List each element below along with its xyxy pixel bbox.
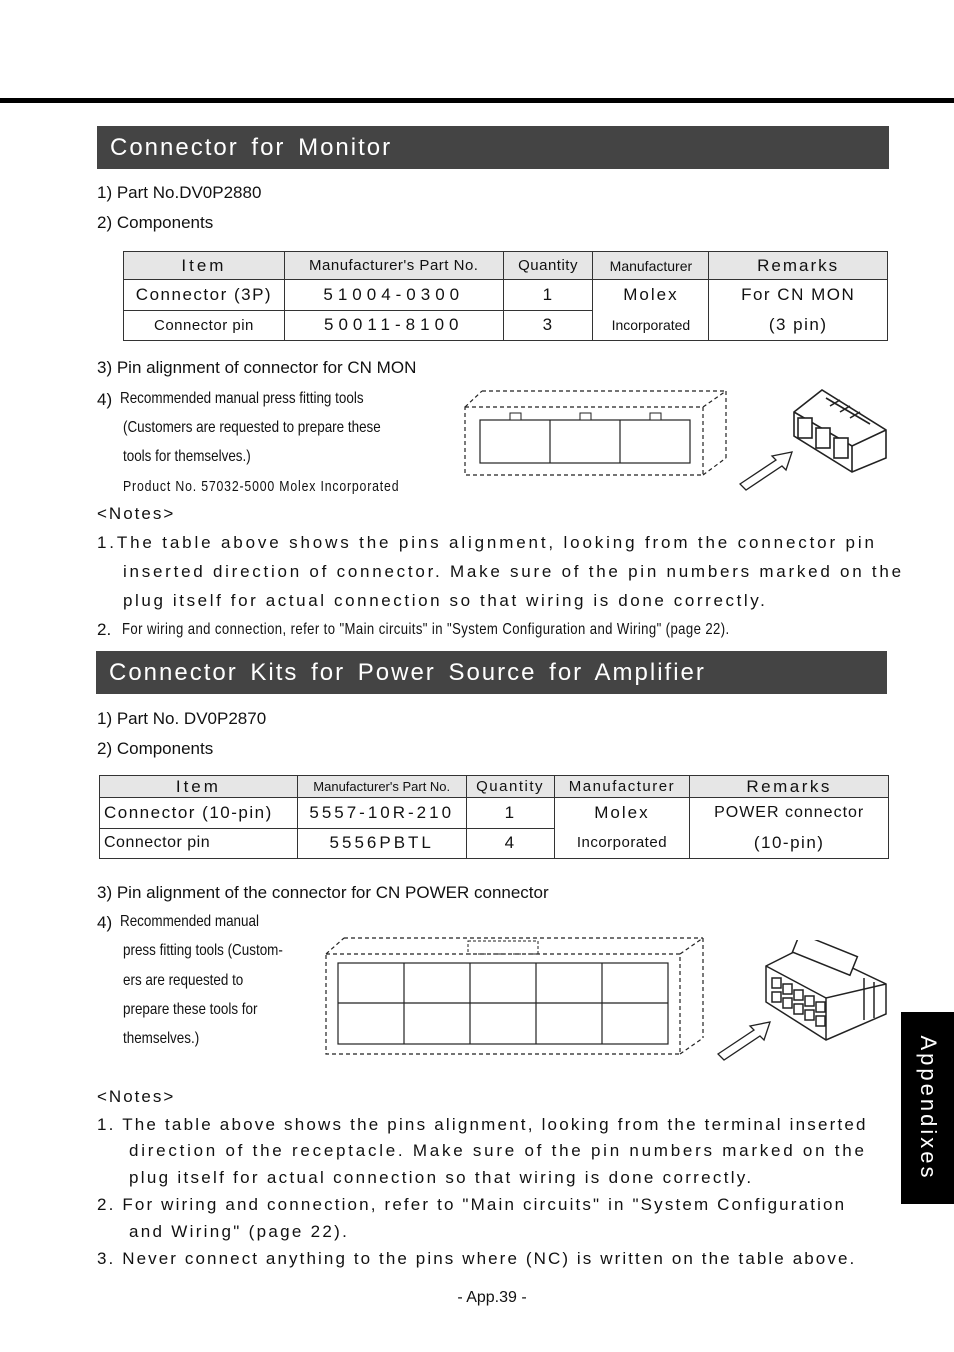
tools-line-4: prepare these tools for — [123, 1001, 258, 1018]
top-rule — [0, 98, 954, 103]
header-remarks: Remarks — [690, 776, 889, 798]
note-2-number: 2. — [97, 620, 112, 639]
cell-part: 51004-0300 — [284, 280, 503, 311]
connector-3p-illustration — [736, 384, 896, 494]
cell-qty: 1 — [503, 280, 593, 311]
header-item: Item — [100, 776, 298, 798]
tools-line-4: Product No. 57032-5000 Molex Incorporated — [123, 478, 400, 495]
note-2-text: For wiring and connection, refer to "Main circuits" in "System Configuration and Wiring" (page 22). — [122, 621, 730, 638]
note-1-line-2: direction of the receptacle. Make sure of the pin numbers marked on the — [129, 1141, 867, 1160]
arrow-icon — [740, 452, 792, 490]
side-tab-label: Appendixes — [915, 1035, 941, 1181]
tools-line-1: Recommended manual press fitting tools — [120, 390, 364, 407]
remarks-line-1: For CN MON — [741, 285, 856, 304]
note-1-line-3: plug itself for actual connection so that wiring is done correctly. — [129, 1168, 754, 1187]
note-2-line-1: 2. For wiring and connection, refer to "Main circuits" in "System Configuration — [97, 1195, 847, 1214]
part-number: 1) Part No.DV0P2880 — [97, 183, 262, 202]
note-3-line-1: 3. Never connect anything to the pins where (NC) is written on the table above. — [97, 1249, 857, 1268]
cell-remarks — [690, 798, 889, 859]
pin-alignment-diagram-10p — [322, 934, 708, 1058]
connector-10p-illustration — [714, 940, 896, 1070]
tools-line-1: Recommended manual — [120, 913, 259, 930]
connector-10p-icon — [766, 940, 886, 1040]
header-quantity: Quantity — [466, 776, 554, 798]
side-tab-appendixes — [901, 1012, 954, 1204]
section-title-power: Connector Kits for Power Source for Amplifier — [96, 651, 887, 694]
pin-alignment-label: 3) Pin alignment of connector for CN MON — [97, 358, 417, 377]
tools-line-3: ers are requested to — [123, 972, 244, 989]
tools-line-3: tools for themselves.) — [123, 448, 251, 465]
manufacturer-name: Molex — [594, 803, 650, 822]
remarks-line-2: (10-pin) — [753, 833, 825, 852]
header-manufacturer: Manufacturer — [593, 252, 709, 280]
cell-remarks — [709, 280, 888, 341]
notes-title: <Notes> — [97, 1087, 176, 1106]
manufacturer-suffix: Incorporated — [611, 317, 691, 333]
header-part-no: Manufacturer's Part No. — [284, 252, 503, 280]
pin-alignment-diagram-3p — [460, 386, 732, 480]
arrow-icon — [718, 1022, 770, 1060]
tools-number: 4) — [97, 390, 113, 409]
components-label: 2) Components — [97, 739, 214, 758]
header-remarks: Remarks — [709, 252, 888, 280]
tools-number: 4) — [97, 913, 113, 932]
cell-item: Connector (10-pin) — [100, 798, 298, 829]
table-row — [100, 798, 889, 829]
header-quantity: Quantity — [503, 252, 593, 280]
cell-item: Connector pin — [100, 828, 298, 859]
components-table-monitor — [123, 251, 888, 341]
cell-manufacturer — [593, 280, 709, 341]
table-row — [124, 280, 888, 311]
pin-alignment-label: 3) Pin alignment of the connector for CN POWER connector — [97, 883, 549, 902]
cell-qty: 4 — [466, 828, 554, 859]
connector-3p-icon — [794, 390, 886, 472]
cell-item: Connector pin — [124, 310, 285, 341]
note-1-line-1: 1. The table above shows the pins alignment, looking from the terminal inserted — [97, 1115, 868, 1134]
cell-part: 5556PBTL — [297, 828, 466, 859]
cell-part: 5557-10R-210 — [297, 798, 466, 829]
components-table-power — [99, 775, 889, 859]
cell-qty: 3 — [503, 310, 593, 341]
page-number: - App.39 - — [457, 1289, 527, 1306]
header-item: Item — [124, 252, 285, 280]
notes-title: <Notes> — [97, 504, 176, 523]
tools-line-2: press fitting tools (Custom- — [123, 942, 283, 959]
note-1-line-3: plug itself for actual connection so that wiring is done correctly. — [123, 591, 768, 610]
note-1-line-1: 1.The table above shows the pins alignment, looking from the connector pin — [97, 533, 877, 552]
note-1-line-2: inserted direction of connector. Make sure of the pin numbers marked on the — [123, 562, 904, 581]
cell-item: Connector (3P) — [124, 280, 285, 311]
remarks-line-2: (3 pin) — [768, 315, 828, 334]
manufacturer-name: Molex — [623, 285, 679, 304]
cell-part: 50011-8100 — [284, 310, 503, 341]
part-number: 1) Part No. DV0P2870 — [97, 709, 267, 728]
cell-qty: 1 — [466, 798, 554, 829]
note-2-line-2: and Wiring" (page 22). — [129, 1222, 350, 1241]
header-manufacturer: Manufacturer — [554, 776, 690, 798]
section-title-monitor: Connector for Monitor — [97, 126, 889, 169]
manufacturer-suffix: Incorporated — [576, 834, 668, 851]
cell-manufacturer — [554, 798, 690, 859]
components-label: 2) Components — [97, 213, 214, 232]
tools-line-2: (Customers are requested to prepare these — [123, 419, 381, 436]
header-part-no: Manufacturer's Part No. — [297, 776, 466, 798]
tools-line-5: themselves.) — [123, 1030, 200, 1047]
remarks-line-1: POWER connector — [714, 804, 865, 821]
